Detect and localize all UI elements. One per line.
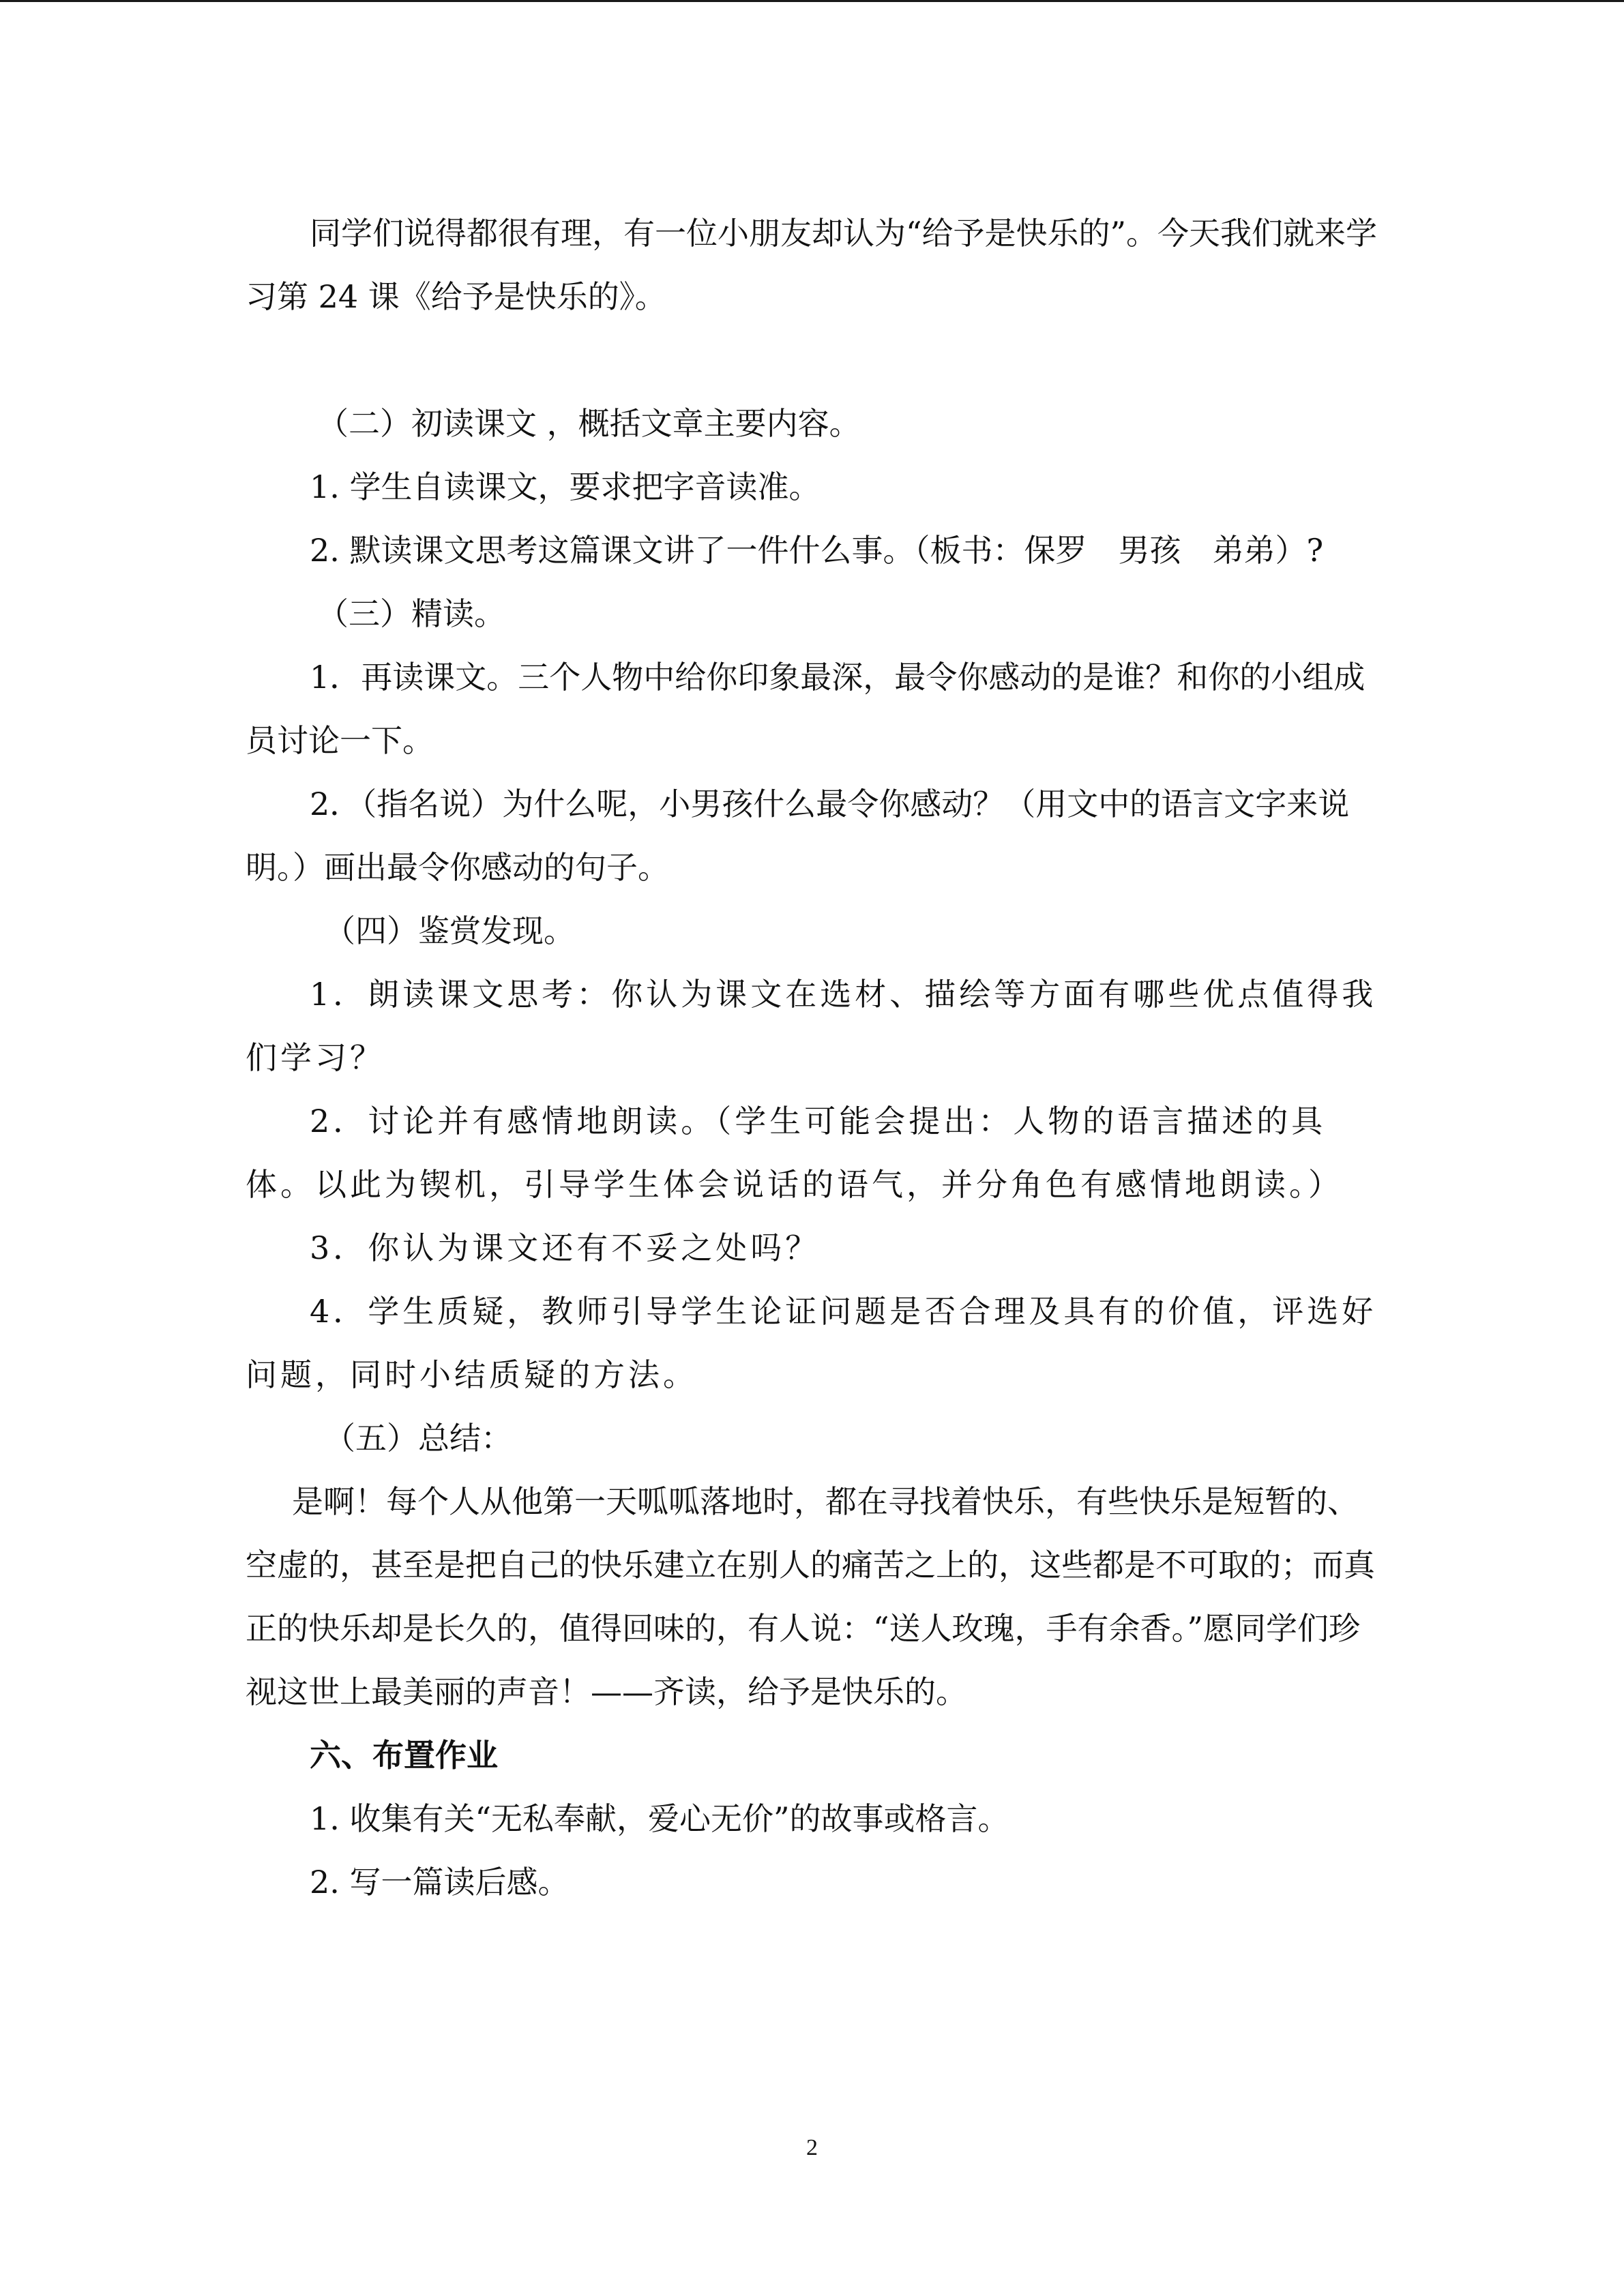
section-heading-2: （二）初读课文 ，概括文章主要内容。 bbox=[317, 405, 861, 442]
summary-paragraph: 是啊！每个人从他第一天呱呱落地时，都在寻找着快乐，有些快乐是短暂的、空虚的，甚至是把自己的快乐建立在别人的痛苦之上的，这些都是不可取的；而真正的快乐却是长久的，值得回味的，有人说：“送人玫瑰，手有余香。”愿同学们珍视这世上最美丽的声音！——齐读，给予是快乐的。 bbox=[246, 1483, 1375, 1710]
homework-heading: 六、布置作业 bbox=[310, 1737, 498, 1774]
intro-paragraph: 同学们说得都很有理，有一位小朋友却认为“给予是快乐的”。今天我们就来学习第 24 课《给予是快乐的》。 bbox=[246, 215, 1378, 315]
list-item: 1．再读课文。三个人物中给你印象最深，最令你感动的是谁？和你的小组成员讨论一下。 bbox=[246, 659, 1365, 759]
list-item: 3．你认为课文还有不妥之处吗？ bbox=[310, 1229, 821, 1266]
page-top-border bbox=[0, 0, 1624, 2]
list-item: 4．学生质疑，教师引导学生论证问题是否合理及具有的价值，评选好问题，同时小结质疑的方法。 bbox=[246, 1293, 1377, 1393]
section-heading-4: （四）鉴赏发现。 bbox=[324, 912, 575, 949]
list-item: 2. 写一篇读后感。 bbox=[310, 1864, 570, 1900]
section-heading-5: （五）总结： bbox=[324, 1420, 512, 1457]
section-heading-3: （三）精读。 bbox=[317, 595, 505, 632]
document-body bbox=[246, 202, 1378, 1914]
list-item: 1．朗读课文思考：你认为课文在选材、描绘等方面有哪些优点值得我们学习？ bbox=[246, 976, 1377, 1076]
list-item: 1. 学生自读课文，要求把字音读准。 bbox=[310, 468, 821, 505]
list-item: 2．讨论并有感情地朗读。（学生可能会提出：人物的语言描述的具体。以此为锲机，引导学生体会说话的语气，并分角色有感情地朗读。） bbox=[246, 1103, 1343, 1203]
list-item: 2．（指名说）为什么呢，小男孩什么最令你感动？（用文中的语言文字来说明。）画出最令你感动的句子。 bbox=[246, 786, 1350, 886]
list-item: 2. 默读课文思考这篇课文讲了一件什么事。（板书：保罗 男孩 弟弟）? bbox=[310, 532, 1324, 569]
page-number: 2 bbox=[806, 2135, 818, 2160]
list-item: 1. 收集有关“无私奉献，爱心无价”的故事或格言。 bbox=[310, 1800, 1009, 1837]
